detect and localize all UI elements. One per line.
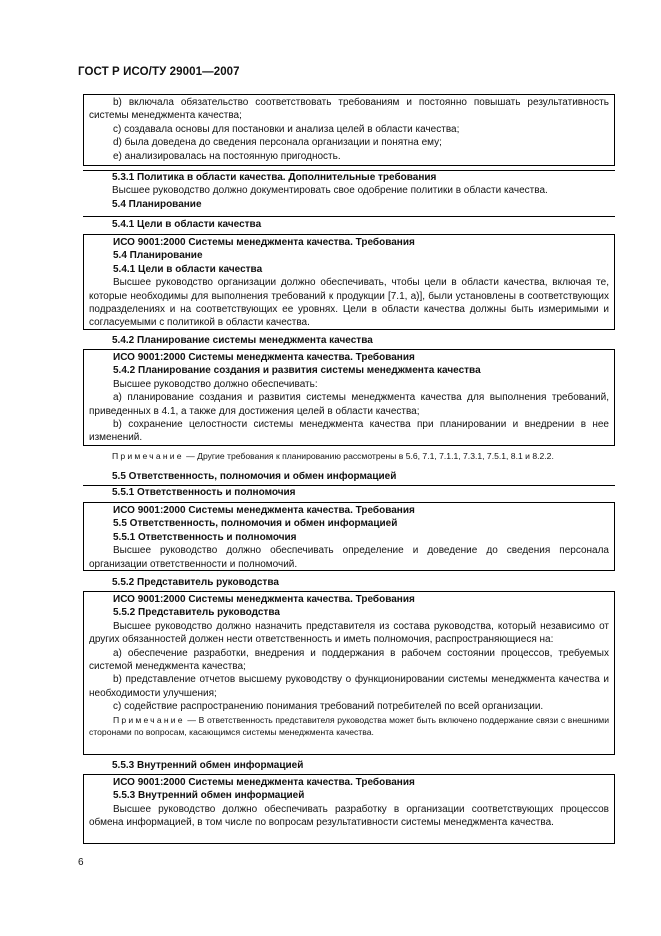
subheading: 5.5.2 Представитель руководства bbox=[113, 607, 280, 619]
list-item-e: e) анализировалась на постоянную пригодность. bbox=[113, 150, 341, 162]
iso-reference: ИСО 9001:2000 Системы менеджмента качества. Требования bbox=[113, 352, 415, 363]
section-5-5-2 bbox=[83, 576, 615, 589]
note-text: — В ответственность представителя руководства может быть включено поддержание связи с внешними сторонами по вопросам, касающимся системы менеджмента качества. bbox=[89, 714, 609, 738]
section-heading: 5.5.3 Внутренний обмен информацией bbox=[112, 760, 304, 771]
section-5-4-1 bbox=[83, 218, 615, 231]
section-heading: 5.5.1 Ответственность и полномочия bbox=[112, 487, 296, 498]
quote-box-policy bbox=[83, 94, 615, 166]
note-label: Примечание bbox=[113, 714, 185, 725]
quote-box-5-5-3 bbox=[83, 774, 615, 844]
list-item-a: a) обеспечение разработки, внедрения и поддержания в рабочем состоянии процессов, требуемых системой менеджмента качества; bbox=[89, 647, 609, 673]
quote-box-5-5-2 bbox=[83, 591, 615, 755]
iso-reference: ИСО 9001:2000 Системы менеджмента качества. Требования bbox=[113, 505, 415, 516]
box-text: Высшее руководство должно обеспечивать определение и доведение до сведения персонала организации ответственности и полномочий. bbox=[89, 545, 609, 570]
section-5-5-1 bbox=[83, 486, 615, 499]
iso-reference: ИСО 9001:2000 Системы менеджмента качества. Требования bbox=[113, 777, 415, 788]
iso-reference: ИСО 9001:2000 Системы менеджмента качества. Требования bbox=[113, 594, 415, 605]
list-item-c: c) содействие распространению понимания требований потребителей по всей организации. bbox=[113, 701, 544, 713]
section-heading: 5.4.1 Цели в области качества bbox=[112, 219, 262, 230]
page-number: 6 bbox=[78, 857, 84, 868]
subheading: 5.4.1 Цели в области качества bbox=[113, 263, 263, 275]
quote-box-5-5-1 bbox=[83, 502, 615, 571]
section-5-4-2 bbox=[83, 334, 615, 347]
section-text: Высшее руководство должно документировать свое одобрение политики в области качества. bbox=[112, 185, 548, 197]
subheading: 5.5.3 Внутренний обмен информацией bbox=[113, 790, 305, 802]
subheading: 5.4.2 Планирование создания и развития системы менеджмента качества bbox=[113, 365, 481, 377]
note-5-4-2 bbox=[83, 450, 615, 463]
quote-box-5-4-2 bbox=[83, 349, 615, 446]
list-item-d: d) была доведена до сведения персонала организации и понятна ему; bbox=[113, 137, 442, 149]
note bbox=[89, 714, 609, 739]
section-5-5-3 bbox=[83, 759, 615, 772]
subheading: 5.5.1 Ответственность и полномочия bbox=[113, 531, 297, 543]
section-5-5 bbox=[83, 470, 615, 483]
section-rule bbox=[83, 216, 615, 217]
section-heading: 5.5 Ответственность, полномочия и обмен информацией bbox=[112, 471, 397, 482]
note bbox=[88, 450, 610, 463]
box-text: Высшее руководство должно назначить представителя из состава руководства, который независимо от других обязанностей должен нести ответственность и иметь полномочия, распространяющиеся на: bbox=[89, 620, 609, 646]
section-heading: 5.4.2 Планирование системы менеджмента качества bbox=[112, 335, 373, 346]
subheading: 5.4 Планирование bbox=[113, 250, 203, 262]
section-heading: 5.5.2 Представитель руководства bbox=[112, 577, 279, 588]
list-item-b: b) представление отчетов высшему руководству о функционировании системы менеджмента качества и необходимости улучшения; bbox=[89, 674, 609, 699]
quote-box-5-4-1 bbox=[83, 234, 615, 330]
list-item-c: c) создавала основы для постановки и анализа целей в области качества; bbox=[113, 123, 460, 135]
note-label: Примечание bbox=[112, 451, 184, 461]
section-heading-5-4: 5.4 Планирование bbox=[112, 198, 202, 210]
section-heading: 5.3.1 Политика в области качества. Дополнительные требования bbox=[112, 172, 437, 183]
document-header: ГОСТ Р ИСО/ТУ 29001—2007 bbox=[78, 66, 240, 78]
subheading: 5.5 Ответственность, полномочия и обмен информацией bbox=[113, 518, 398, 530]
box-text: Высшее руководство должно обеспечивать разработку в организации соответствующих процессов обмена информацией, в том числе по вопросам результативности системы менеджмента качества. bbox=[89, 803, 609, 829]
list-item-a: a) планирование создания и развития системы менеджмента качества для выполнения требований, приведенных в 4.1, а также для достижения целей в области качества; bbox=[89, 392, 609, 417]
box-text: Высшее руководство организации должно обеспечивать, чтобы цели в области качества, включая те, которые необходимы для выполнения требований к продукции [7.1, а)], были установлены в соответствующих подразделениях и на соответствующих ее уровнях. Цели в области качества должны быть измеримыми и согласуемыми с политикой в области качества. bbox=[89, 277, 609, 329]
list-item-b: b) включала обязательство соответствовать требованиям и постоянно повышать результативность системы менеджмента качества; bbox=[89, 97, 609, 122]
section-5-3-1 bbox=[83, 171, 615, 211]
box-intro: Высшее руководство должно обеспечивать: bbox=[113, 378, 318, 390]
note-text: — Другие требования к планированию рассмотрены в 5.6, 7.1, 7.1.1, 7.3.1, 7.5.1, 8.1 и 8.2.2. bbox=[183, 451, 554, 461]
iso-reference: ИСО 9001:2000 Системы менеджмента качества. Требования bbox=[113, 237, 415, 248]
list-item-b: b) сохранение целостности системы менеджмента качества при планировании и внедрении в нее изменений. bbox=[89, 419, 609, 444]
